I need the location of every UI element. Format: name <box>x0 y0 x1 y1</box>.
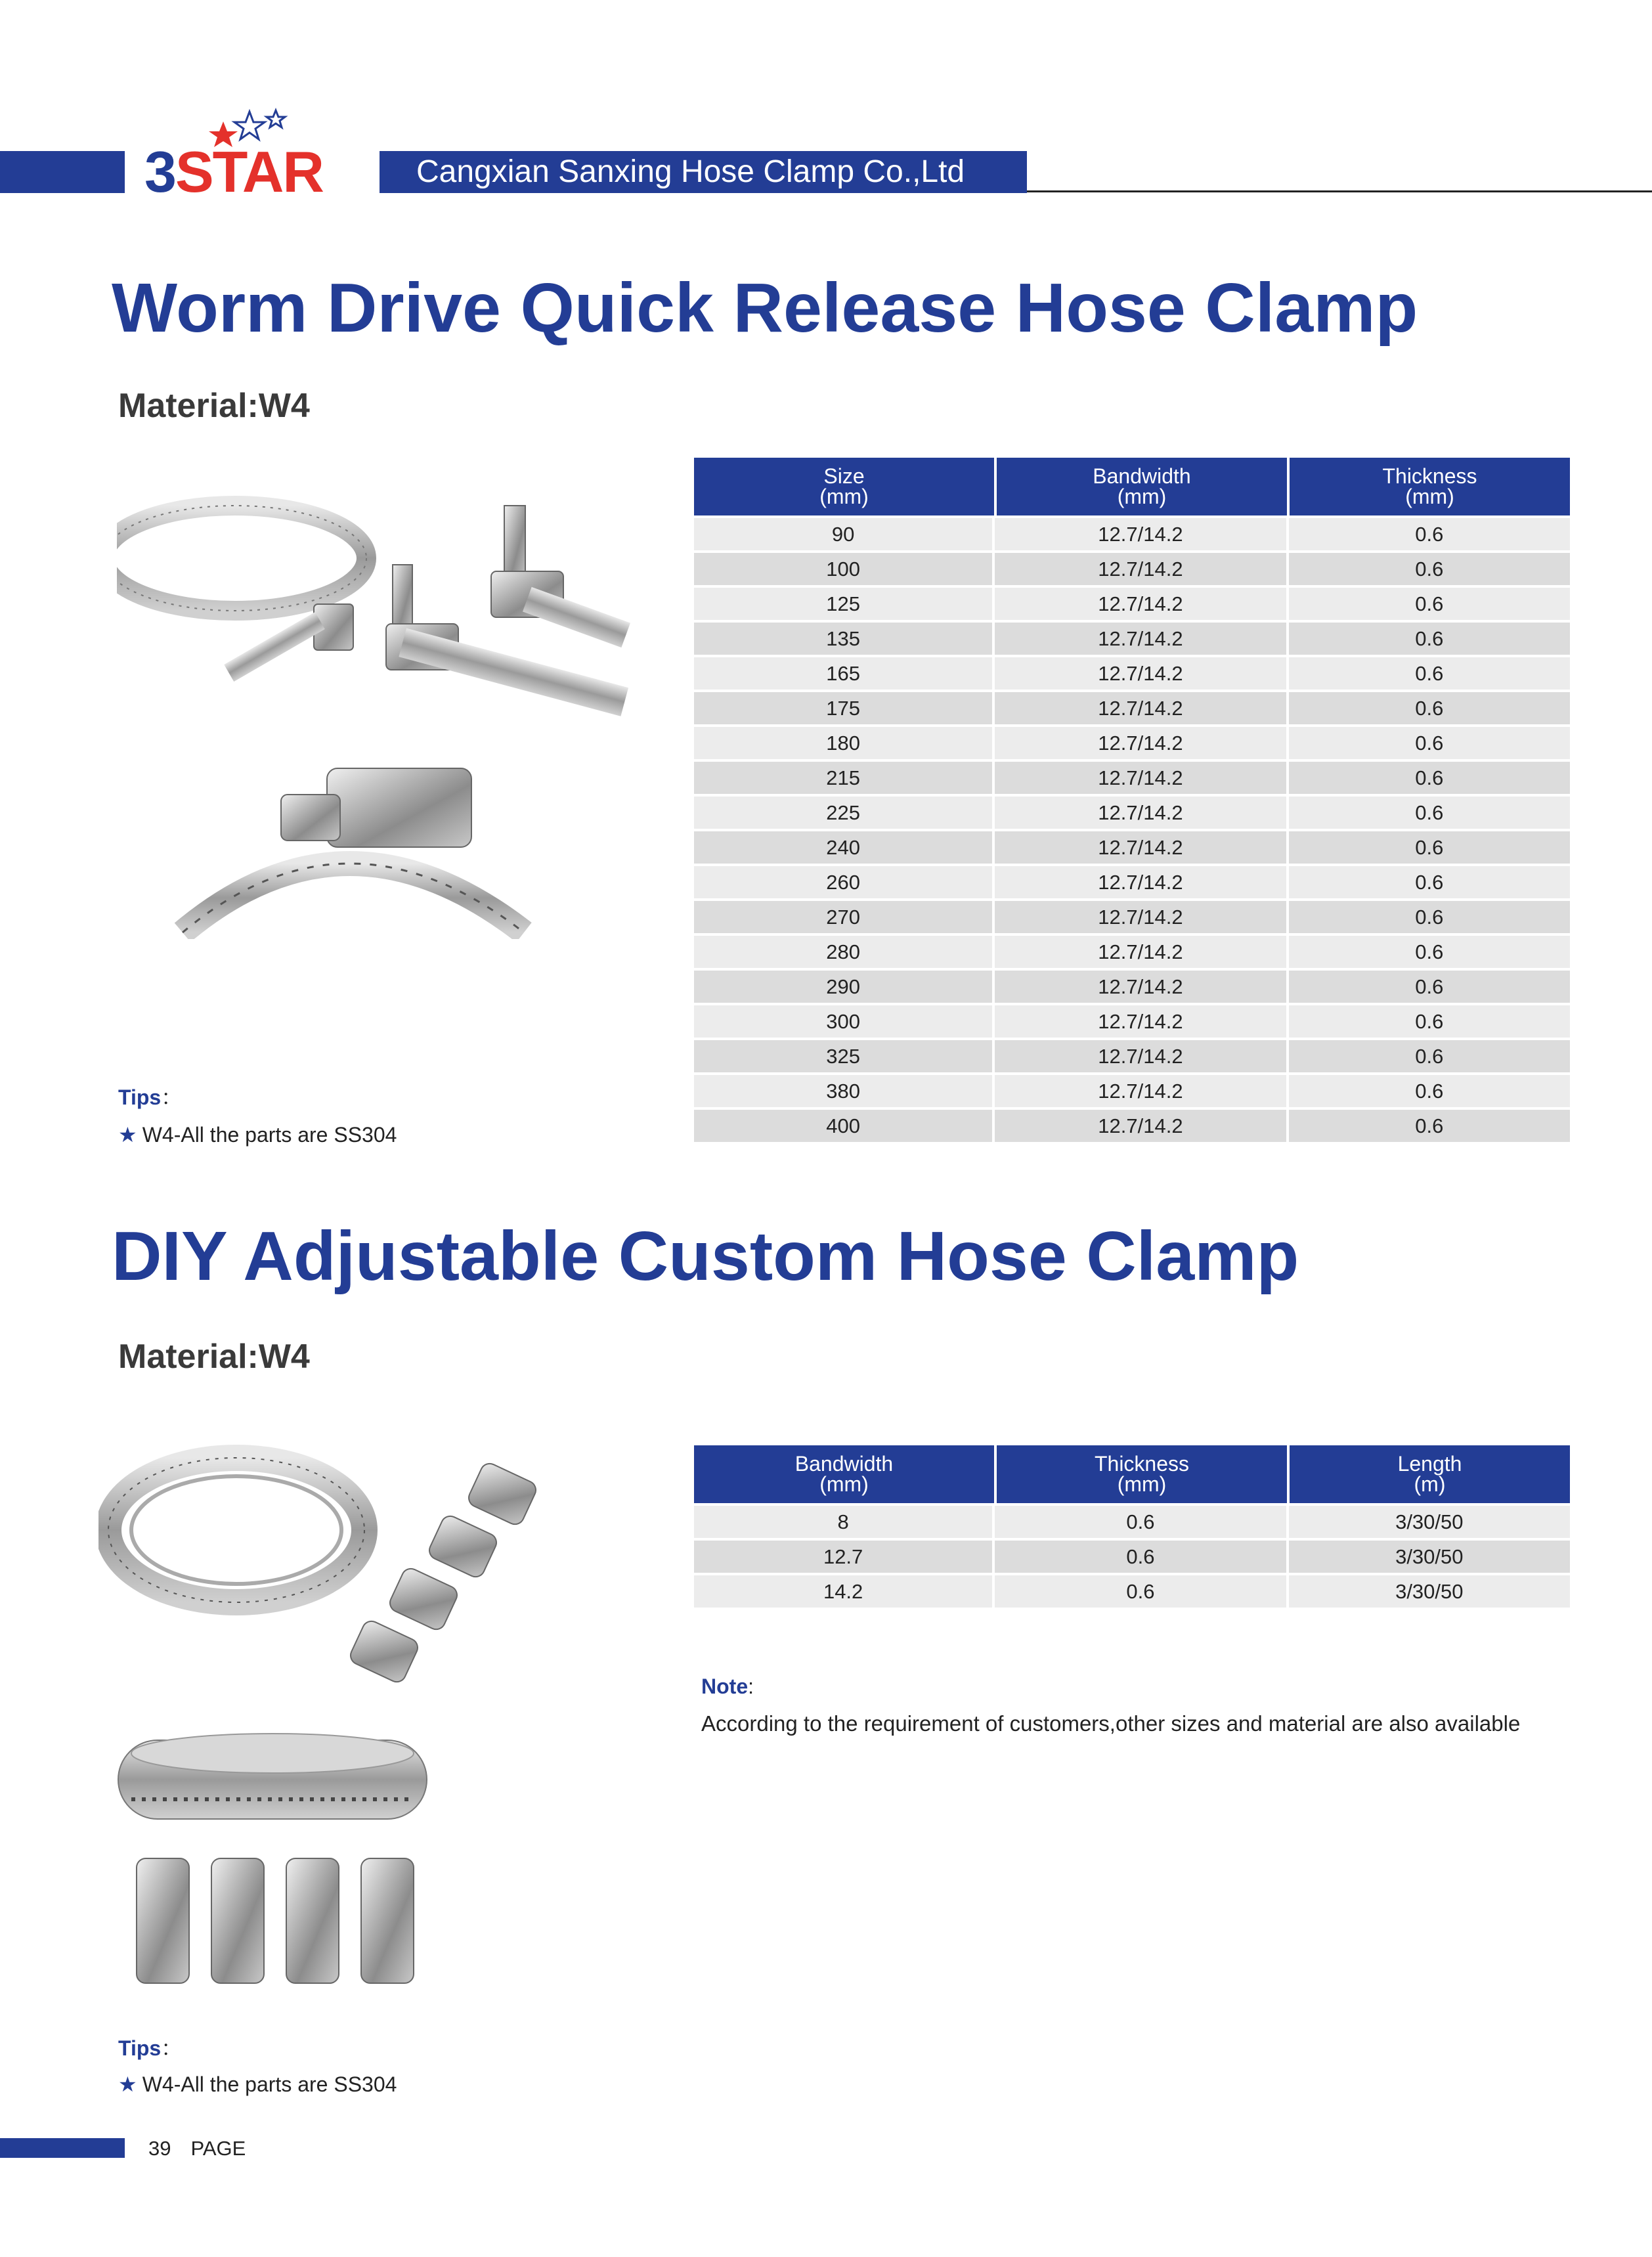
table-row <box>694 657 1570 690</box>
table-row <box>694 1506 1570 1538</box>
table-row <box>694 866 1570 898</box>
table-cell: 0.6 <box>1286 1110 1570 1142</box>
table-cell: 12.7/14.2 <box>992 797 1286 829</box>
table-cell: 3/30/50 <box>1286 1541 1570 1573</box>
table-row <box>694 1541 1570 1573</box>
table-cell: 12.7/14.2 <box>992 518 1286 550</box>
star-bullet-icon: ★ <box>118 2072 137 2096</box>
table-row <box>694 831 1570 864</box>
table-cell: 0.6 <box>1286 588 1570 620</box>
section2-tips-label: Tips： <box>118 2036 183 2060</box>
section2-tips-text: ★ W4-All the parts are SS304 <box>118 2072 397 2096</box>
diy-band-coil-photo <box>98 1432 598 2003</box>
header-size: Size (mm) <box>694 458 994 515</box>
header-bandwidth: Bandwidth (mm) <box>994 458 1287 515</box>
table-row <box>694 1040 1570 1072</box>
table-cell: 240 <box>694 831 992 864</box>
table-cell: 215 <box>694 762 992 794</box>
table-cell: 12.7/14.2 <box>992 692 1286 724</box>
table-cell: 0.6 <box>1286 727 1570 759</box>
table-cell: 12.7/14.2 <box>992 1005 1286 1038</box>
table-cell: 325 <box>694 1040 992 1072</box>
table-cell: 12.7/14.2 <box>992 588 1286 620</box>
table-cell: 12.7/14.2 <box>992 762 1286 794</box>
table-cell: 135 <box>694 623 992 655</box>
worm-drive-clamp-photo <box>117 479 642 939</box>
table-cell: 0.6 <box>1286 623 1570 655</box>
table-cell: 300 <box>694 1005 992 1038</box>
table-row <box>694 518 1570 550</box>
table-cell: 0.6 <box>992 1506 1286 1538</box>
table-cell: 290 <box>694 971 992 1003</box>
page-number: 39 <box>148 2137 171 2160</box>
table-cell: 90 <box>694 518 992 550</box>
table-cell: 12.7/14.2 <box>992 971 1286 1003</box>
size-spec-table <box>694 458 1570 1142</box>
section1-title: Worm Drive Quick Release Hose Clamp <box>112 269 1418 347</box>
table-row <box>694 553 1570 585</box>
page-label: PAGE <box>190 2137 246 2160</box>
table-cell: 0.6 <box>1286 692 1570 724</box>
section1-tips-label: Tips： <box>118 1085 183 1109</box>
table-row <box>694 971 1570 1003</box>
table-cell: 14.2 <box>694 1575 992 1608</box>
table-cell: 0.6 <box>1286 1040 1570 1072</box>
table-cell: 0.6 <box>1286 1075 1570 1107</box>
star-bullet-icon: ★ <box>118 1123 137 1147</box>
company-logo <box>144 105 361 204</box>
table-cell: 8 <box>694 1506 992 1538</box>
table-cell: 12.7/14.2 <box>992 623 1286 655</box>
table-header-row <box>694 458 1570 515</box>
table-cell: 225 <box>694 797 992 829</box>
table-cell: 0.6 <box>1286 901 1570 933</box>
header-bandwidth: Bandwidth (mm) <box>694 1445 994 1503</box>
table-cell: 12.7/14.2 <box>992 831 1286 864</box>
table-row <box>694 588 1570 620</box>
header-length: Length (m) <box>1287 1445 1570 1503</box>
table-cell: 0.6 <box>1286 936 1570 968</box>
company-name: Cangxian Sanxing Hose Clamp Co.,Ltd <box>416 154 965 189</box>
table-row <box>694 692 1570 724</box>
table-cell: 3/30/50 <box>1286 1506 1570 1538</box>
table-cell: 0.6 <box>1286 553 1570 585</box>
table-cell: 175 <box>694 692 992 724</box>
table-cell: 400 <box>694 1110 992 1142</box>
table-cell: 380 <box>694 1075 992 1107</box>
table-row <box>694 901 1570 933</box>
table-cell: 0.6 <box>1286 971 1570 1003</box>
table-row <box>694 1075 1570 1107</box>
table-cell: 0.6 <box>1286 762 1570 794</box>
table-cell: 12.7/14.2 <box>992 553 1286 585</box>
table-cell: 260 <box>694 866 992 898</box>
table-row <box>694 727 1570 759</box>
table-cell: 12.7 <box>694 1541 992 1573</box>
table-cell: 12.7/14.2 <box>992 936 1286 968</box>
table-cell: 12.7/14.2 <box>992 901 1286 933</box>
table-cell: 3/30/50 <box>1286 1575 1570 1608</box>
logo-wordmark: 3STAR <box>144 139 323 204</box>
table-cell: 270 <box>694 901 992 933</box>
table-header-row <box>694 1445 1570 1503</box>
table-cell: 12.7/14.2 <box>992 1110 1286 1142</box>
note-text: According to the requirement of customers,other sizes and material are also available <box>701 1711 1521 1736</box>
table-row <box>694 762 1570 794</box>
table-row <box>694 936 1570 968</box>
table-row <box>694 797 1570 829</box>
table-body <box>694 1506 1570 1608</box>
table-row <box>694 1005 1570 1038</box>
table-cell: 0.6 <box>1286 831 1570 864</box>
header-thickness: Thickness (mm) <box>1287 458 1570 515</box>
company-name-banner <box>380 151 1027 193</box>
table-row <box>694 623 1570 655</box>
table-row <box>694 1575 1570 1608</box>
table-cell: 125 <box>694 588 992 620</box>
table-cell: 180 <box>694 727 992 759</box>
note-label: Note: <box>701 1675 754 1698</box>
header-rule <box>1027 190 1652 192</box>
section1-material: Material:W4 <box>118 387 310 425</box>
table-cell: 12.7/14.2 <box>992 1075 1286 1107</box>
page-footer <box>148 2137 246 2160</box>
table-body <box>694 518 1570 1142</box>
footer-accent-bar <box>0 2138 125 2158</box>
table-cell: 12.7/14.2 <box>992 657 1286 690</box>
table-cell: 0.6 <box>1286 797 1570 829</box>
table-cell: 0.6 <box>1286 657 1570 690</box>
table-cell: 12.7/14.2 <box>992 1040 1286 1072</box>
table-cell: 0.6 <box>1286 1005 1570 1038</box>
header-accent-bar <box>0 151 125 193</box>
table-cell: 100 <box>694 553 992 585</box>
table-cell: 12.7/14.2 <box>992 727 1286 759</box>
header-thickness: Thickness (mm) <box>994 1445 1287 1503</box>
table-cell: 165 <box>694 657 992 690</box>
table-cell: 0.6 <box>1286 866 1570 898</box>
section2-material: Material:W4 <box>118 1338 310 1376</box>
table-cell: 12.7/14.2 <box>992 866 1286 898</box>
section1-tips-text: ★ W4-All the parts are SS304 <box>118 1123 397 1147</box>
band-spec-table <box>694 1445 1570 1608</box>
table-cell: 0.6 <box>992 1541 1286 1573</box>
table-cell: 280 <box>694 936 992 968</box>
table-row <box>694 1110 1570 1142</box>
table-cell: 0.6 <box>992 1575 1286 1608</box>
table-cell: 0.6 <box>1286 518 1570 550</box>
section2-title: DIY Adjustable Custom Hose Clamp <box>112 1217 1299 1295</box>
